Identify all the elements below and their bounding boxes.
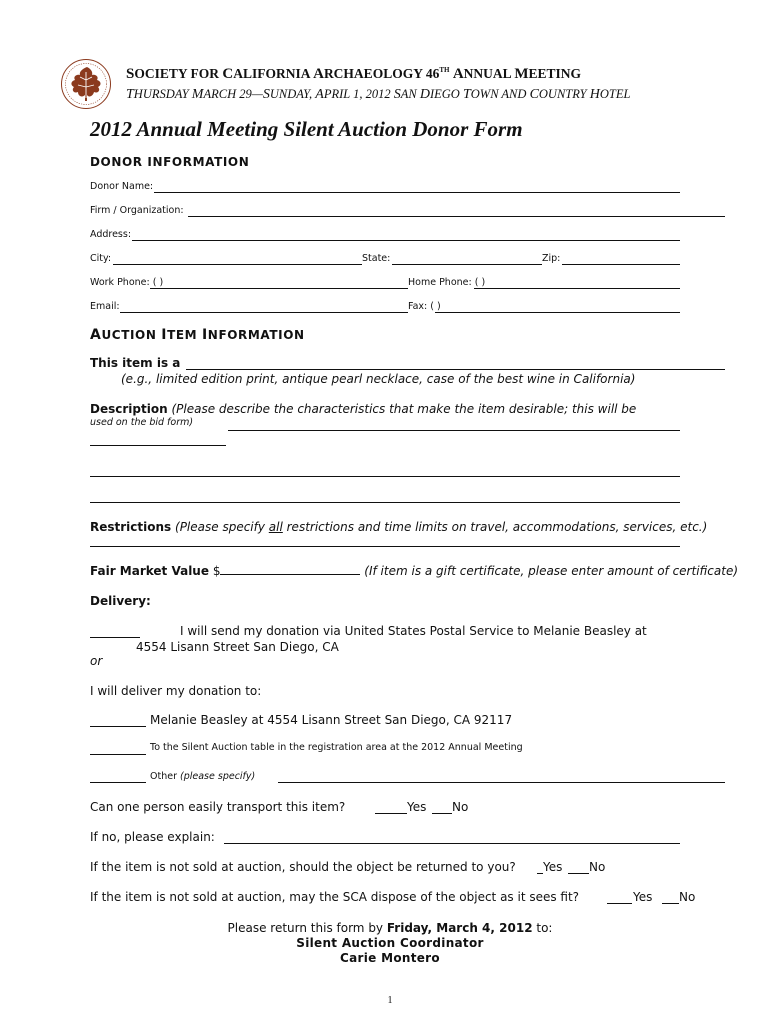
fax-label: Fax: ( ) <box>408 301 441 312</box>
home-phone-line[interactable] <box>474 288 680 289</box>
fax-line[interactable] <box>435 312 680 313</box>
header-subtitle: THURSDAY MARCH 29—SUNDAY, APRIL 1, 2012 SAN DIEGO TOWN AND COUNTRY HOTEL <box>126 87 631 102</box>
restrictions-label-line: Restrictions (Please specify all restrictions and time limits on travel, accommodations, services, etc.) <box>90 520 708 534</box>
zip-label: Zip: <box>542 253 561 264</box>
or-text: or <box>90 654 103 668</box>
city-label: City: <box>90 253 112 264</box>
other-check-line[interactable] <box>90 782 146 783</box>
mail-option-text-2: 4554 Lisann Street San Diego, CA <box>136 640 339 654</box>
delivery-label: Delivery: <box>90 594 151 608</box>
email-label: Email: <box>90 301 120 312</box>
return-no-line[interactable] <box>568 873 589 874</box>
deliver-option-2-check-line[interactable] <box>90 754 146 755</box>
explain-line[interactable] <box>224 843 680 844</box>
fmv-amount-line[interactable] <box>220 564 360 575</box>
description-line-4[interactable] <box>90 502 680 503</box>
deliver-intro: I will deliver my donation to: <box>90 684 262 698</box>
mail-option-check-line[interactable] <box>90 637 140 638</box>
state-label: State: <box>362 253 391 264</box>
donor-name-line[interactable] <box>154 192 680 193</box>
transport-question: Can one person easily transport this item? <box>90 800 346 814</box>
item-example-text: (e.g., limited edition print, antique pearl necklace, case of the best wine in California) <box>121 372 636 386</box>
header-title: SOCIETY FOR CALIFORNIA ARCHAEOLOGY 46TH ANNUAL MEETING <box>126 66 582 82</box>
work-phone-label: Work Phone: ( ) <box>90 277 164 288</box>
item-type-label: This item is a <box>90 356 181 370</box>
home-phone-label: Home Phone: ( ) <box>408 277 486 288</box>
dispose-no-label: No <box>679 890 696 904</box>
page-number: 1 <box>387 995 393 1006</box>
dispose-no-line[interactable] <box>662 903 679 904</box>
transport-yes-line[interactable] <box>375 813 407 814</box>
transport-yes-label: Yes <box>407 800 427 814</box>
return-yes-label: Yes <box>543 860 563 874</box>
auction-section-heading: AUCTION ITEM INFORMATION <box>90 327 305 343</box>
coordinator-name: Carie Montero <box>340 951 440 965</box>
item-type-line[interactable] <box>186 369 725 370</box>
address-line[interactable] <box>132 240 680 241</box>
form-title: 2012 Annual Meeting Silent Auction Donor Form <box>90 117 523 141</box>
email-line[interactable] <box>120 312 408 313</box>
state-line[interactable] <box>392 264 542 265</box>
description-line-3[interactable] <box>90 476 680 477</box>
work-phone-line[interactable] <box>150 288 408 289</box>
city-line[interactable] <box>113 264 362 265</box>
dispose-yes-line[interactable] <box>607 903 632 904</box>
return-question: If the item is not sold at auction, should the object be returned to you? <box>90 860 516 874</box>
donor-section-heading: DONOR INFORMATION <box>90 155 250 169</box>
transport-no-line[interactable] <box>432 813 452 814</box>
description-hint-2: used on the bid form) <box>90 417 194 428</box>
description-line-2[interactable] <box>90 445 226 446</box>
deliver-option-2-text: To the Silent Auction table in the registration area at the 2012 Annual Meeting <box>150 742 523 753</box>
description-line-1[interactable] <box>228 430 680 431</box>
firm-label: Firm / Organization: <box>90 205 184 216</box>
explain-label: If no, please explain: <box>90 830 215 844</box>
mail-option-text-1: I will send my donation via United States Postal Service to Melanie Beasley at <box>180 624 647 638</box>
firm-line[interactable] <box>188 216 725 217</box>
deliver-option-1-text: Melanie Beasley at 4554 Lisann Street San Diego, CA 92117 <box>150 713 513 727</box>
other-label: Other (please specify) <box>150 771 256 782</box>
return-no-label: No <box>589 860 606 874</box>
other-specify-line[interactable] <box>278 782 725 783</box>
zip-line[interactable] <box>562 264 680 265</box>
sca-logo-icon <box>60 58 112 110</box>
donor-name-label: Donor Name: <box>90 181 154 192</box>
coordinator-title: Silent Auction Coordinator <box>296 936 484 950</box>
fair-market-value-row: Fair Market Value $ (If item is a gift certificate, please enter amount of certificate) <box>90 564 739 578</box>
return-instructions: Please return this form by Friday, March 4, 2012 to: <box>227 921 553 935</box>
dispose-yes-label: Yes <box>633 890 653 904</box>
transport-no-label: No <box>452 800 469 814</box>
dispose-question: If the item is not sold at auction, may the SCA dispose of the object as it sees fit? <box>90 890 580 904</box>
restrictions-line[interactable] <box>90 546 680 547</box>
address-label: Address: <box>90 229 132 240</box>
deliver-option-1-check-line[interactable] <box>90 726 146 727</box>
description-label-line: Description (Please describe the characteristics that make the item desirable; this will be <box>90 402 637 416</box>
